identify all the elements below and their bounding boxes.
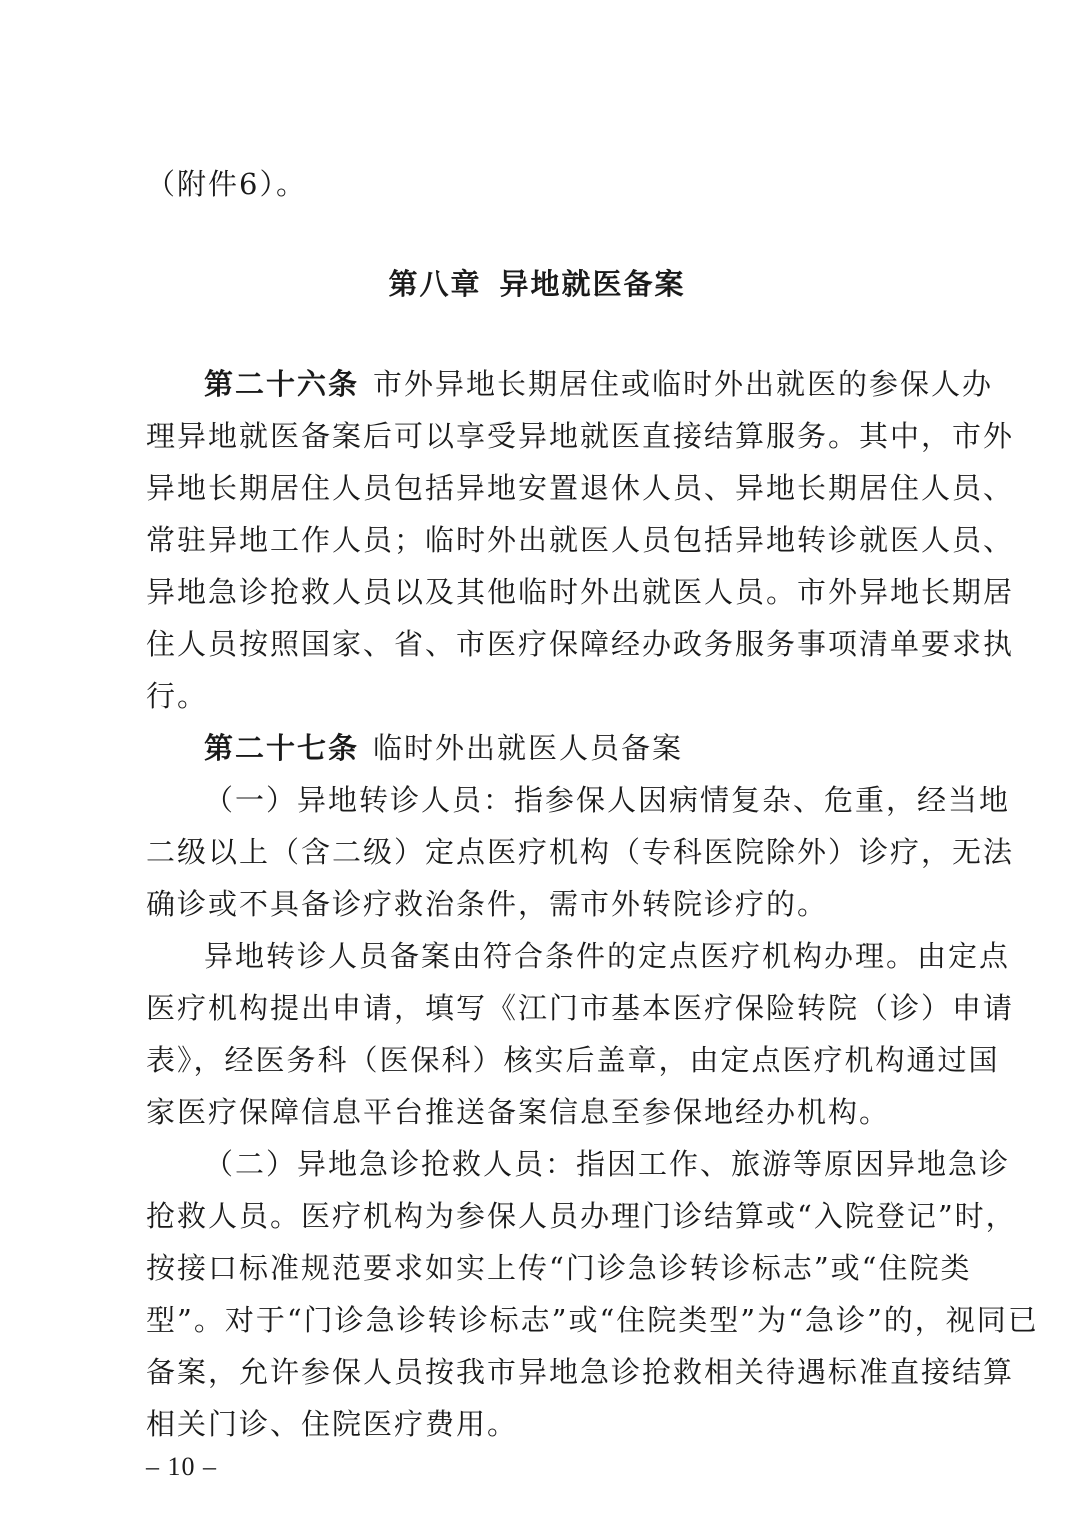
article-27-para3-line-3: 型”。对于“门诊急诊转诊标志”或“住院类型”为“急诊”的，视同已 (146, 1303, 1039, 1337)
article-27-para3-line-2: 按接口标准规范要求如实上传“门诊急诊转诊标志”或“住院类 (146, 1251, 972, 1285)
article-26-line-4: 异地急诊抢救人员以及其他临时外出就医人员。市外异地长期居 (146, 575, 1015, 609)
article-27-para3-line-1: 抢救人员。医疗机构为参保人员办理门诊结算或“入院登记”时， (146, 1199, 1017, 1233)
article-27-para2-line-3: 家医疗保障信息平台推送备案信息至参保地经办机构。 (146, 1095, 891, 1129)
article-26-line-6: 行。 (146, 679, 209, 713)
article-27-heading-text: 临时外出就医人员备案 (373, 731, 684, 765)
chapter-heading (0, 264, 1074, 304)
article-27-para1-line-1: 二级以上（含二级）定点医疗机构（专科医院除外）诊疗，无法 (146, 835, 1015, 869)
article-26-line-3: 常驻异地工作人员；临时外出就医人员包括异地转诊就医人员、 (146, 523, 1015, 557)
article-27-para1-line-2: 确诊或不具备诊疗救治条件，需市外转院诊疗的。 (146, 887, 829, 921)
article-26-line-0: 市外异地长期居住或临时外出就医的参保人办 (373, 367, 994, 401)
article-26-line-5: 住人员按照国家、省、市医疗保障经办政务服务事项清单要求执 (146, 627, 1015, 661)
article-26-title: 第二十六条 (204, 367, 360, 401)
chapter-title: 异地就医备案 (499, 267, 686, 301)
article-27-para2-line-2: 表》，经医务科（医保科）核实后盖章，由定点医疗机构通过国 (146, 1043, 1000, 1077)
article-27-title: 第二十七条 (204, 731, 360, 765)
chapter-number: 第八章 (388, 267, 482, 301)
article-27-para2-line-0: 异地转诊人员备案由符合条件的定点医疗机构办理。由定点 (204, 939, 1011, 973)
article-27-para1-line-0: （一）异地转诊人员：指参保人因病情复杂、危重，经当地 (204, 783, 1011, 817)
attachment-reference: （附件6）。 (146, 167, 307, 201)
article-27-para3-line-0: （二）异地急诊抢救人员：指因工作、旅游等原因异地急诊 (204, 1147, 1011, 1181)
article-27-first-line (204, 728, 946, 768)
article-27-para2-line-1: 医疗机构提出申请，填写《江门市基本医疗保险转院（诊）申请 (146, 991, 1015, 1025)
page-number: – 10 – (146, 1452, 217, 1481)
article-27-para3-line-4: 备案，允许参保人员按我市异地急诊抢救相关待遇标准直接结算 (146, 1355, 1015, 1389)
article-26-first-line (204, 364, 994, 404)
article-26-line-1: 理异地就医备案后可以享受异地就医直接结算服务。其中，市外 (146, 419, 1015, 453)
article-27-para3-line-5: 相关门诊、住院医疗费用。 (146, 1407, 519, 1441)
article-26-line-2: 异地长期居住人员包括异地安置退休人员、异地长期居住人员、 (146, 471, 1015, 505)
